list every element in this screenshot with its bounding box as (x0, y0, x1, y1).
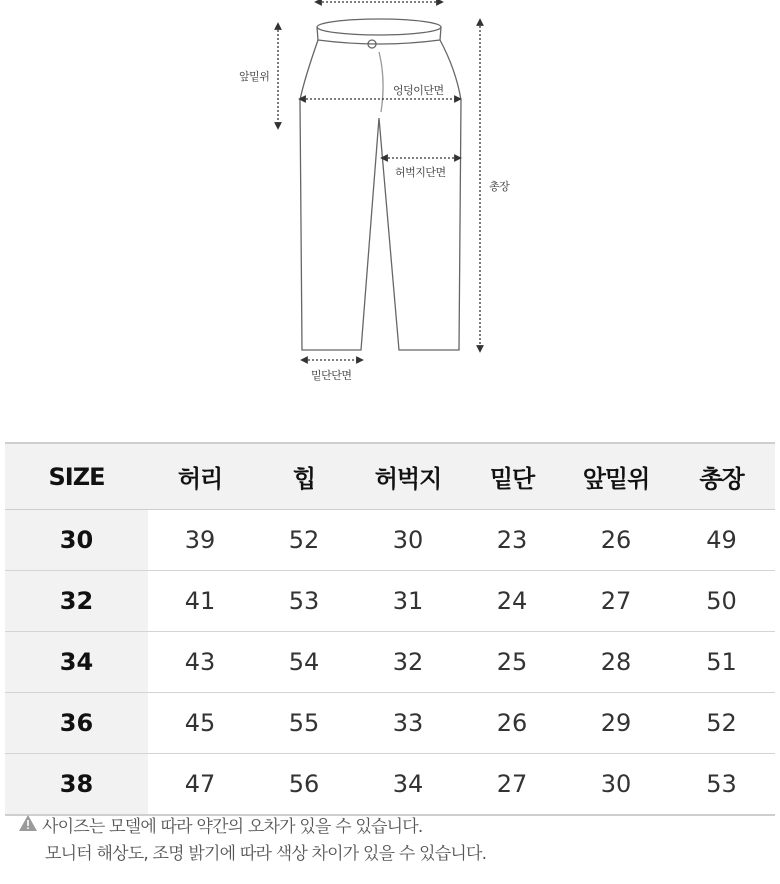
hem-label: 밑단단면 (311, 369, 352, 382)
size-cell: 36 (5, 693, 148, 754)
hip-label: 엉덩이단면 (393, 84, 444, 97)
table-cell: 53 (252, 571, 356, 632)
table-cell: 41 (148, 571, 252, 632)
header-hip: 힙 (252, 443, 356, 510)
table-cell: 26 (460, 693, 564, 754)
size-cell: 38 (5, 754, 148, 816)
size-cell: 34 (5, 632, 148, 693)
table-cell: 28 (564, 632, 668, 693)
size-notice (18, 814, 486, 868)
table-cell: 32 (356, 632, 460, 693)
table-cell: 30 (356, 510, 460, 571)
table-cell: 49 (668, 510, 775, 571)
size-cell: 30 (5, 510, 148, 571)
table-cell: 51 (668, 632, 775, 693)
notice-line-2: 모니터 해상도, 조명 밝기에 따라 색상 차이가 있을 수 있습니다. (45, 844, 487, 864)
table-cell: 56 (252, 754, 356, 816)
table-cell: 55 (252, 693, 356, 754)
table-cell: 52 (668, 693, 775, 754)
table-cell: 26 (564, 510, 668, 571)
table-cell: 23 (460, 510, 564, 571)
table-cell: 47 (148, 754, 252, 816)
table-header-row (5, 443, 775, 510)
table-row (5, 693, 775, 754)
header-thigh: 허벅지 (356, 443, 460, 510)
table-cell: 29 (564, 693, 668, 754)
notice-line-1 (18, 814, 486, 841)
table-cell: 27 (460, 754, 564, 816)
table-cell: 33 (356, 693, 460, 754)
table-cell: 25 (460, 632, 564, 693)
table-cell: 31 (356, 571, 460, 632)
table-row (5, 754, 775, 816)
table-cell: 43 (148, 632, 252, 693)
header-hem: 밑단 (460, 443, 564, 510)
table-cell: 54 (252, 632, 356, 693)
table-cell: 45 (148, 693, 252, 754)
table-cell: 24 (460, 571, 564, 632)
header-length: 총장 (668, 443, 775, 510)
header-front-rise: 앞밑위 (564, 443, 668, 510)
notice-text-1: 사이즈는 모델에 따라 약간의 오차가 있을 수 있습니다. (42, 817, 423, 837)
pants-illustration (0, 0, 780, 400)
size-table (5, 442, 775, 816)
table-row (5, 510, 775, 571)
table-cell: 39 (148, 510, 252, 571)
table-cell: 50 (668, 571, 775, 632)
table-cell: 27 (564, 571, 668, 632)
table-cell: 53 (668, 754, 775, 816)
table-cell: 52 (252, 510, 356, 571)
thigh-label: 허벅지단면 (395, 166, 446, 179)
header-size: SIZE (5, 443, 148, 510)
header-waist: 허리 (148, 443, 252, 510)
warning-icon (18, 814, 42, 841)
table-row (5, 571, 775, 632)
size-cell: 32 (5, 571, 148, 632)
length-label: 총장 (489, 180, 510, 193)
table-cell: 30 (564, 754, 668, 816)
front-rise-label: 앞밑위 (239, 70, 270, 83)
table-cell: 34 (356, 754, 460, 816)
pants-measurement-diagram (0, 0, 780, 400)
table-row (5, 632, 775, 693)
